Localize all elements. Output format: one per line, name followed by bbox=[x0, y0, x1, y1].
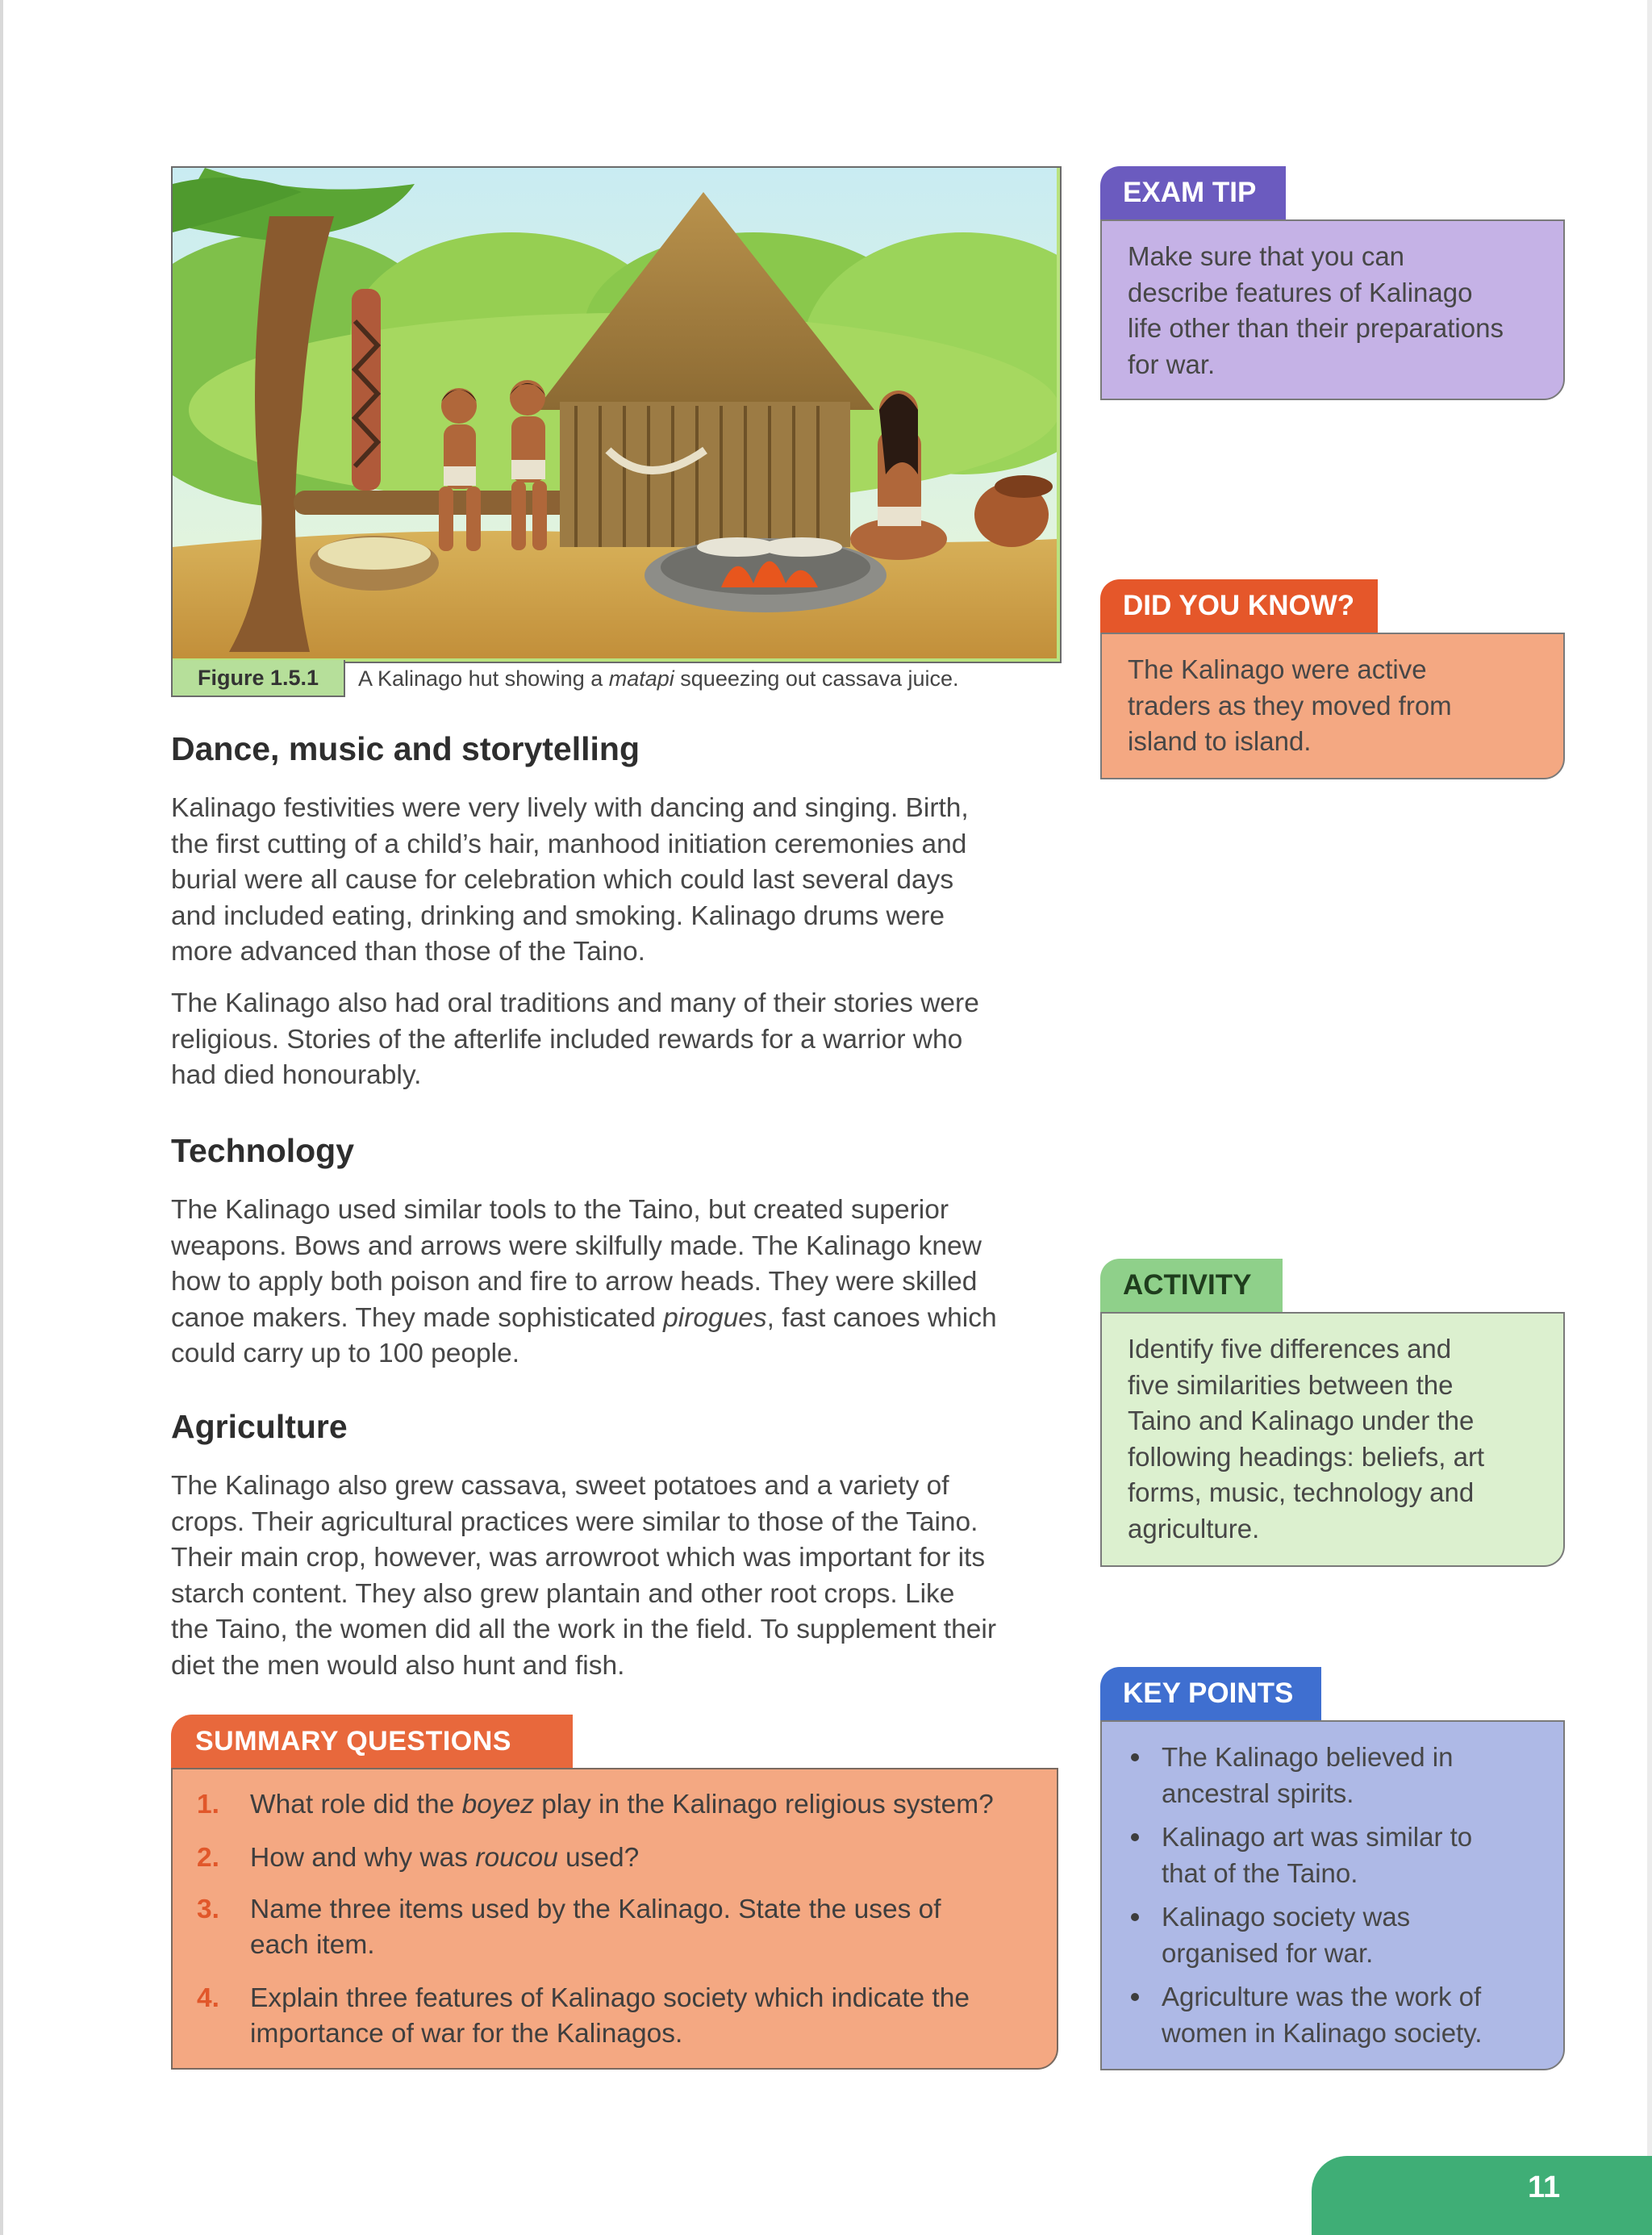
key-point-item: Kalinago society was organised for war. bbox=[1128, 1899, 1563, 1971]
summary-questions-box: 1. What role did the boyez play in the Kalinago religious system? 2. How and why was roucou used? 3. Name three items used by the Kalinago. State the uses of each item. 4. Explain three features of Kalinago society which indicate the importance of war for the Kalinagos. bbox=[171, 1768, 1058, 2070]
paragraph-dance-festivities: Kalinago festivities were very lively with dancing and singing. Birth, the first cutting of a child’s hair, manhood initiation ceremonies and burial were all cause for celebration which could last several days and included eating, drinking and smoking. Kalinago drums were more advanced than those of the Taino. bbox=[171, 793, 969, 967]
activity-title: ACTIVITY bbox=[1100, 1259, 1283, 1312]
page-number: 11 bbox=[1528, 2170, 1561, 2204]
bullet-icon bbox=[1131, 1833, 1139, 1841]
key-point-item: Agriculture was the work of women in Kalinago society. bbox=[1128, 1979, 1563, 2051]
paragraph-technology: The Kalinago used similar tools to the Taino, but created superior weapons. Bows and arrows were skilfully made. The Kalinago knew how to apply both poison and fire to arrow heads. They were skilled canoe makers. They made sophisticated pirogues, fast canoes which could carry up to 100 people. bbox=[171, 1195, 997, 1369]
page-number-tab bbox=[1312, 2156, 1652, 2235]
paragraph-oral-traditions: The Kalinago also had oral traditions and many of their stories were religious. Stories of the afterlife included rewards for a warrior who had died honourably. bbox=[171, 988, 979, 1091]
paragraph-agriculture: The Kalinago also grew cassava, sweet potatoes and a variety of crops. Their agricultural practices were similar to those of the Taino. Their main crop, however, was arrowroot which was important for its starch content. They also grew plantain and other root crops. Like the Taino, the women did all the work in the field. To supplement their diet the men would also hunt and fish. bbox=[171, 1471, 996, 1681]
figure-caption bbox=[171, 660, 1058, 697]
key-points-title: KEY POINTS bbox=[1100, 1667, 1321, 1720]
bullet-icon bbox=[1131, 1993, 1139, 2001]
did-you-know-title: DID YOU KNOW? bbox=[1100, 579, 1378, 633]
heading-agriculture: Agriculture bbox=[171, 1408, 348, 1445]
heading-dance-music-storytelling: Dance, music and storytelling bbox=[171, 730, 640, 767]
exam-tip-title: EXAM TIP bbox=[1100, 166, 1286, 219]
key-point-item: Kalinago art was similar to that of the Taino. bbox=[1128, 1819, 1563, 1891]
key-point-item: The Kalinago believed in ancestral spirits. bbox=[1128, 1740, 1563, 1811]
did-you-know-box: The Kalinago were active traders as they moved from island to island. bbox=[1100, 633, 1565, 779]
exam-tip-box: Make sure that you can describe features of Kalinago life other than their preparations for war. bbox=[1100, 219, 1565, 400]
activity-box: Identify five differences and five similarities between the Taino and Kalinago under the following headings: beliefs, art forms, music, technology and agriculture. bbox=[1100, 1312, 1565, 1567]
bullet-icon bbox=[1131, 1753, 1139, 1761]
key-points-box bbox=[1100, 1720, 1565, 2070]
figure-caption-text: A Kalinago hut showing a matapi squeezing out cassava juice. bbox=[358, 666, 959, 691]
summary-questions-title: SUMMARY QUESTIONS bbox=[171, 1715, 573, 1768]
figure-label: Figure 1.5.1 bbox=[171, 660, 345, 697]
bullet-icon bbox=[1131, 1913, 1139, 1921]
page-left-edge bbox=[0, 0, 3, 2235]
figure-illustration bbox=[171, 166, 1062, 663]
page-right-edge bbox=[1647, 0, 1652, 2235]
heading-technology: Technology bbox=[171, 1132, 355, 1169]
